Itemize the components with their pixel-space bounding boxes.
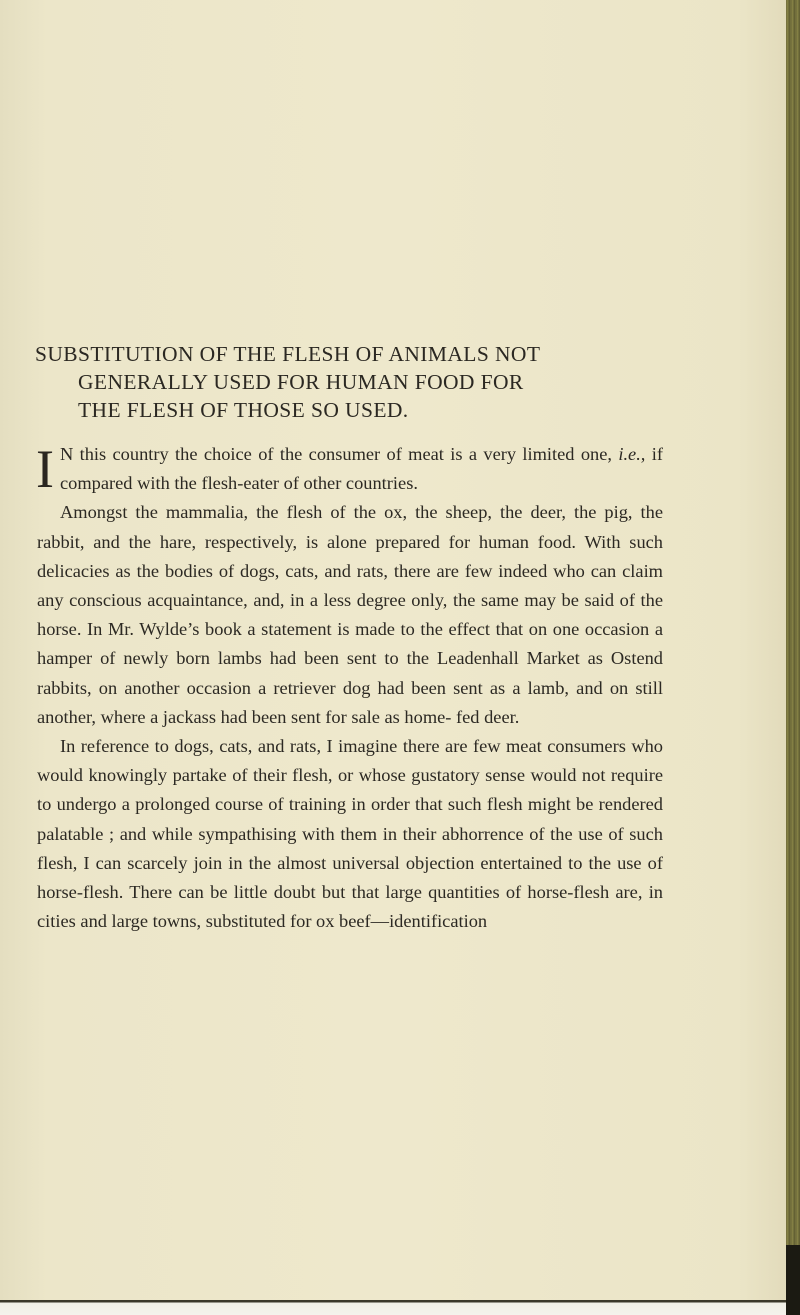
title-line-1: SUBSTITUTION OF THE FLESH OF ANIMALS NOT <box>35 342 541 366</box>
book-spine-edge <box>786 0 800 1315</box>
title-line-3: THE FLESH OF THOSE SO USED. <box>78 398 409 422</box>
title-line-2: GENERALLY USED FOR HUMAN FOOD FOR <box>78 370 524 394</box>
body-text <box>37 440 663 936</box>
page-bottom-edge <box>0 1300 786 1315</box>
paragraph-1 <box>37 440 663 498</box>
paragraph-3: In reference to dogs, cats, and rats, I imagine there are few meat consumers who would knowingly partake of their flesh, or whose gustatory sense would not require to undergo a prolonged course of training in order that such flesh might be rendered palatable ; and while sympathising with them in their abhorrence of the use of such flesh, I can scarcely join in the almost universal objection entertained to the use of horse-flesh. There can be little doubt but that large quantities of horse-flesh are, in cities and large towns, substituted for ox beef—identification <box>37 736 663 932</box>
drop-cap: I <box>36 439 54 499</box>
paragraph-1-start: N this country the choice of the consumer of meat is a very limited one, <box>59 444 619 464</box>
paragraph-2: Amongst the mammalia, the flesh of the ox, the sheep, the deer, the pig, the rabbit, and the hare, respectively, is alone prepared for human food. With such delicacies as the bodies of dogs, cats, and rats, there are few indeed who can claim any conscious acquaintance, and, in a less degree only, the same may be said of the horse. In Mr. Wylde’s book a statement is made to the effect that on one occasion a hamper of newly born lambs had been sent to the Leadenhall Market as Ostend rabbits, on another occasion a retriever dog had been sent as a lamb, and on still another, where a jackass had been sent for sale as home- fed deer. <box>37 502 663 727</box>
paragraph-1-end: if compared with the flesh-eater of other countries. <box>59 444 663 494</box>
chapter-title <box>0 340 680 424</box>
paragraph-1-italic: i.e., <box>618 444 646 464</box>
